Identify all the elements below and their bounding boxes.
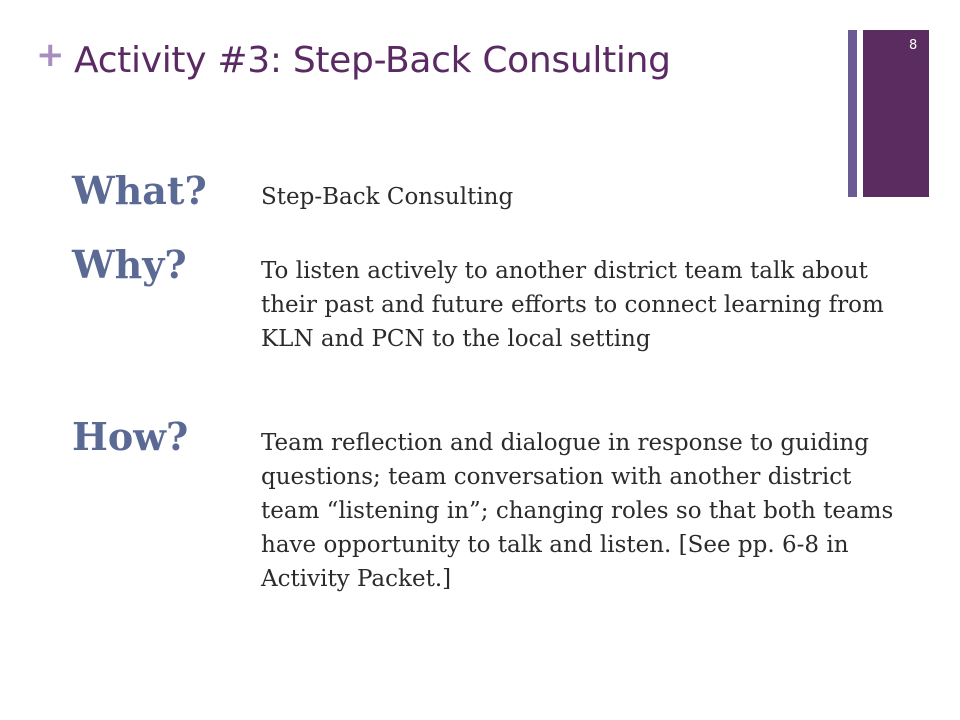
how-text: Team reflection and dialogue in response to guiding questions; team conversation with another district team “listening in”; changing roles so that both teams have opportunity to talk and listen. [See pp. 6-8 in Activity Packet.] bbox=[261, 430, 894, 592]
what-text: Step-Back Consulting bbox=[261, 184, 514, 210]
what-label: What? bbox=[72, 168, 207, 213]
accent-bar-thin bbox=[848, 30, 857, 197]
plus-icon: + bbox=[36, 35, 65, 75]
why-label: Why? bbox=[72, 242, 187, 287]
why-text: To listen actively to another district team talk about their past and future efforts to connect learning from KLN and PCN to the local setting bbox=[261, 258, 884, 352]
accent-bar-thick bbox=[863, 30, 929, 197]
slide-title: Activity #3: Step-Back Consulting bbox=[74, 40, 671, 81]
page-number: 8 bbox=[909, 38, 918, 53]
how-label: How? bbox=[72, 414, 189, 459]
